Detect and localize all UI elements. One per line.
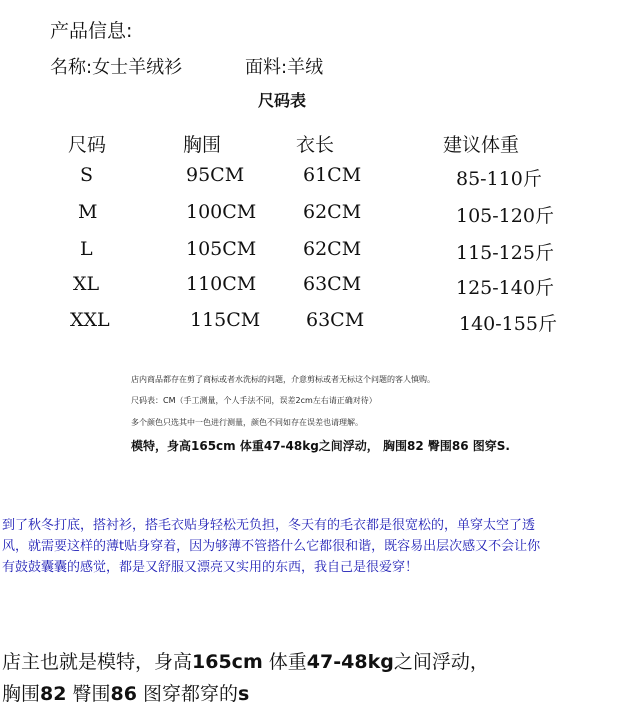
column-header-chest: 胸围 (183, 134, 222, 156)
table-cell-weight: 125-140斤 (456, 277, 554, 299)
table-cell-weight: 105-120斤 (456, 205, 554, 227)
table-cell-length: 63CM (303, 273, 362, 295)
name-value: 女士羊绒衫 (92, 57, 183, 78)
product-info-heading: 产品信息: (50, 20, 133, 42)
table-cell-chest: 100CM (186, 201, 257, 223)
fabric-value: 羊绒 (287, 57, 324, 78)
column-header-size: 尺码 (68, 134, 107, 156)
owner-info-line-2: 胸围82 臀围86 图穿都穿的s (2, 683, 250, 705)
table-cell-weight: 115-125斤 (456, 242, 554, 264)
table-cell-weight: 85-110斤 (456, 168, 542, 190)
table-cell-chest: 105CM (186, 238, 257, 260)
product-name (50, 53, 182, 79)
column-header-length: 衣长 (296, 134, 335, 156)
table-cell-chest: 110CM (186, 273, 257, 295)
owner-info-line-1: 店主也就是模特，身高165cm 体重47-48kg之间浮动， (2, 651, 489, 673)
note-measurement: 尺码表：CM（手工测量，个人手法不同，误差2cm左右请正确对待） (131, 396, 377, 405)
product-fabric (245, 53, 323, 79)
size-table-title: 尺码表 (258, 91, 307, 110)
table-cell-size: M (78, 201, 98, 223)
table-cell-length: 62CM (303, 201, 362, 223)
table-cell-size: L (80, 238, 93, 260)
column-header-weight: 建议体重 (443, 134, 520, 156)
table-cell-chest: 95CM (186, 164, 245, 186)
table-cell-chest: 115CM (190, 309, 261, 331)
note-color: 多个颜色只选其中一色进行测量，颜色不同如存在误差也请理解。 (131, 418, 363, 427)
table-cell-length: 62CM (303, 238, 362, 260)
model-info: 模特，身高165cm 体重47-48kg之间浮动， 胸围82 臀围86 图穿S. (131, 439, 510, 453)
fabric-label: 面料: (245, 57, 288, 78)
description-line-1: 到了秋冬打底，搭衬衫，搭毛衣贴身轻松无负担，冬天有的毛衣都是很宽松的，单穿太空了透 (2, 518, 536, 533)
name-label: 名称: (50, 57, 93, 78)
table-cell-size: XXL (70, 309, 110, 331)
table-cell-size: XL (73, 273, 100, 295)
table-cell-size: S (80, 164, 94, 186)
description-line-2: 风，就需要这样的薄t贴身穿着，因为够薄不管搭什么它都很和谐，既容易出层次感又不会让你 (2, 539, 541, 554)
table-cell-length: 61CM (303, 164, 362, 186)
note-label-removed: 店内商品都存在剪了商标或者水洗标的问题，介意剪标或者无标这个问题的客人慎购。 (131, 375, 435, 384)
table-cell-weight: 140-155斤 (459, 313, 557, 335)
table-cell-length: 63CM (306, 309, 365, 331)
description-line-3: 有鼓鼓囊囊的感觉，都是又舒服又漂亮又实用的东西，我自己是很爱穿！ (2, 560, 419, 575)
